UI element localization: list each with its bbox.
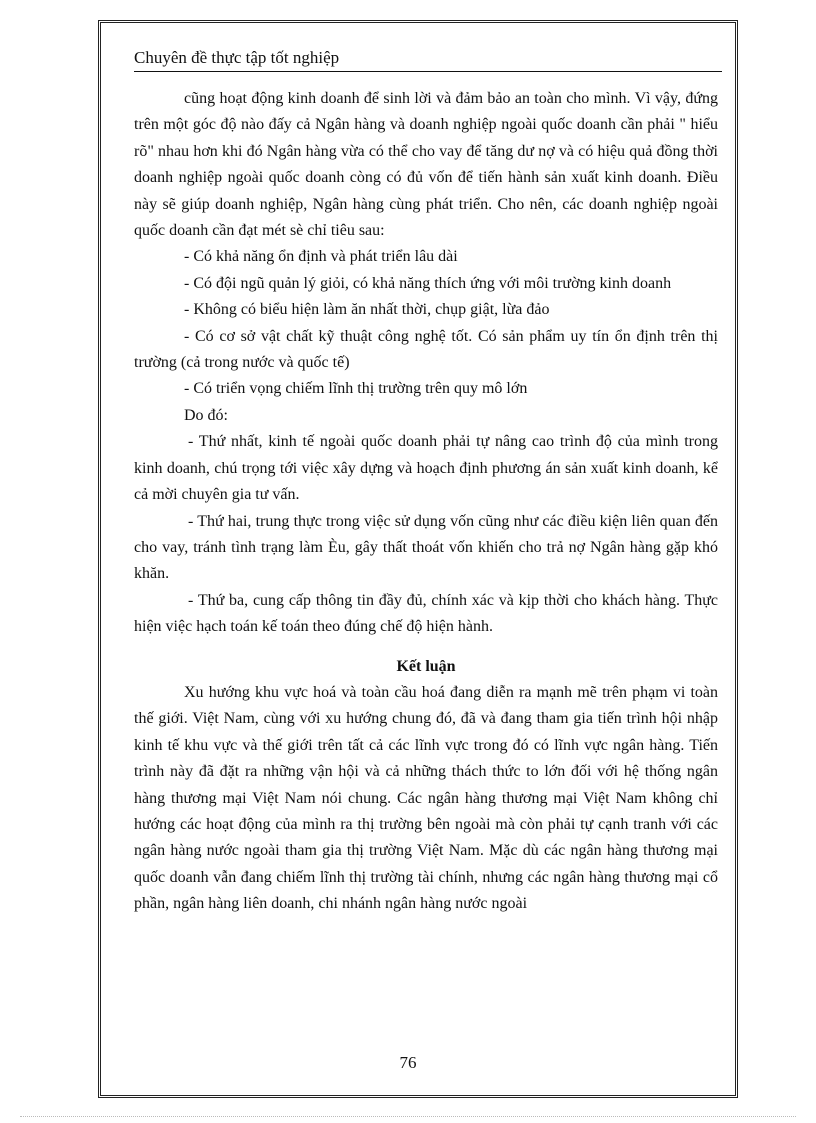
section-heading: Kết luận — [396, 657, 456, 675]
paragraph: cũng hoạt động kinh doanh để sinh lời và đảm bảo an toàn cho mình. Vì vậy, đứng trên một góc độ nào đấy cả Ngân hàng và doanh nghiệp ngoài quốc doanh cần phải " hiểu rõ" nhau hơn khi đó Ngân hàng vừa có thể cho vay để tăng dư nợ và có hiệu quả đồng thời doanh nghiệp ngoài quốc doanh còng có đủ vốn để tiến hành sản xuất kinh doanh. Điều này sẽ giúp doanh nghiệp, Ngân hàng cùng phát triển. Cho nên, các doanh nghiệp ngoài quốc doanh cần đạt mét sè chỉ tiêu sau: — [134, 90, 718, 240]
recommendation-item: - Thứ ba, cung cấp thông tin đầy đủ, chính xác và kịp thời cho khách hàng. Thực hiện việc hạch toán kế toán theo đúng chế độ hiện hành. — [134, 591, 718, 636]
criteria-item: - Có triển vọng chiếm lĩnh thị trường trên quy mô lớn — [184, 380, 528, 398]
criteria-item: - Có khả năng ổn định và phát triển lâu dài — [184, 248, 458, 266]
criteria-item: - Có đội ngũ quản lý giỏi, có khả năng thích ứng với môi trường kinh doanh — [184, 274, 672, 292]
criteria-item: - Không có biểu hiện làm ăn nhất thời, chụp giật, lừa đảo — [184, 301, 550, 319]
recommendation-item: - Thứ nhất, kinh tế ngoài quốc doanh phải tự nâng cao trình độ của mình trong kinh doanh, chú trọng tới việc xây dựng và hoạch định phương án sản xuất kinh doanh, kể cả mời chuyên gia tư vấn. — [134, 433, 718, 504]
document-body — [134, 86, 718, 918]
paragraph: Xu hướng khu vực hoá và toàn cầu hoá đang diễn ra mạnh mẽ trên phạm vi toàn thế giới. Việt Nam, cùng với xu hướng chung đó, đã và đang tham gia tiến trình hội nhập kinh tế khu vực và thế giới trên tất cả các lĩnh vực trong đó có lĩnh vực ngân hàng. Tiến trình này đã đặt ra những vận hội và cả những thách thức to lớn đối với hệ thống ngân hàng thương mại Việt Nam nói chung. Các ngân hàng thương mại Việt Nam không chỉ hướng các hoạt động của mình ra thị trường bên ngoài mà còn phải tự cạnh tranh với các ngân hàng nước ngoài tham gia thị trường Việt Nam. Mặc dù các ngân hàng thương mại quốc doanh vẫn đang chiếm lĩnh thị trường tài chính, nhưng các ngân hàng thương mại cổ phần, ngân hàng liên doanh, chi nhánh ngân hàng nước ngoài — [134, 683, 718, 913]
page-separator — [20, 1116, 796, 1117]
criteria-item: - Có cơ sở vật chất kỹ thuật công nghệ tốt. Có sản phẩm uy tín ổn định trên thị trường (cả trong nước và quốc tế) — [134, 327, 718, 372]
paragraph-lead: Do đó: — [184, 406, 228, 424]
recommendation-item: - Thứ hai, trung thực trong việc sử dụng vốn cũng như các điều kiện liên quan đến cho vay, tránh tình trạng làm Èu, gây thất thoát vốn khiến cho trả nợ Ngân hàng gặp khó khăn. — [134, 512, 718, 583]
page-header: Chuyên đề thực tập tốt nghiệp — [134, 48, 722, 72]
page-number: 76 — [399, 1053, 417, 1072]
